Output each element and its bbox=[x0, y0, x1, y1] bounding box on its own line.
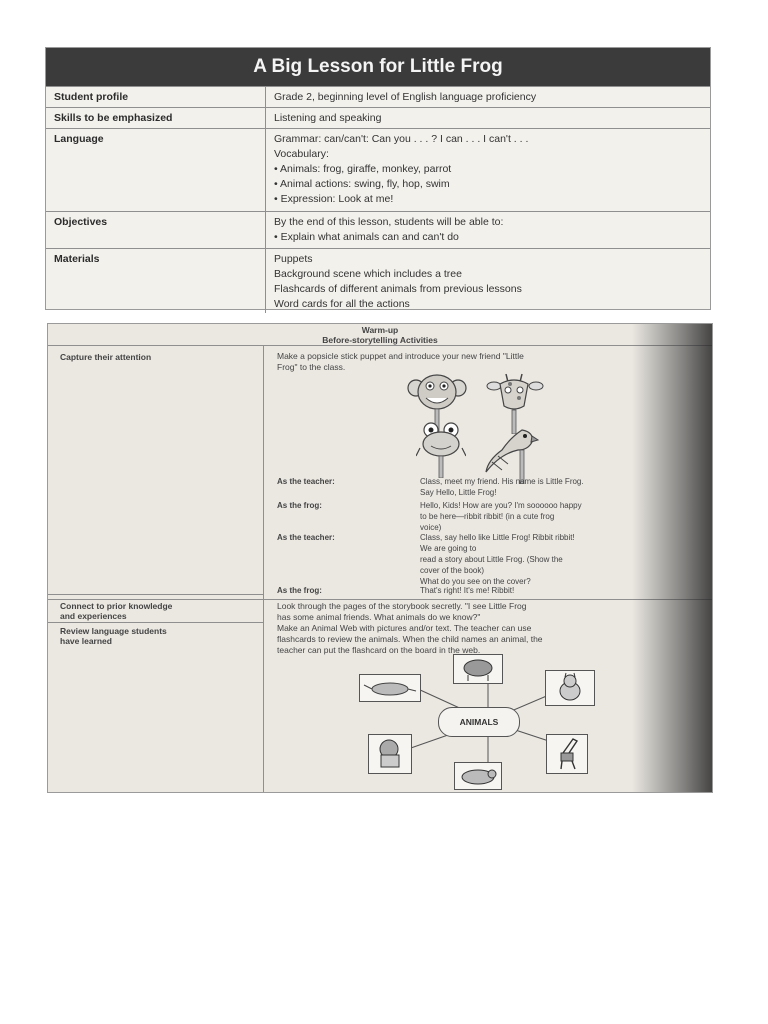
row-divider bbox=[48, 599, 712, 600]
dialogue-line: Hello, Kids! How are you? I'm soooooo happy bbox=[420, 501, 582, 510]
row-value bbox=[266, 249, 710, 313]
value-line: Puppets bbox=[274, 253, 313, 265]
row-value bbox=[266, 129, 710, 211]
dialogue-line: Say Hello, Little Frog! bbox=[420, 488, 497, 497]
text-line: flashcards to review the animals. When the child names an animal, the bbox=[277, 634, 543, 644]
row-label: Objectives bbox=[46, 212, 266, 248]
warm-up-table bbox=[47, 323, 713, 793]
dialogue-line: cover of the book) bbox=[420, 566, 485, 575]
column-divider bbox=[263, 346, 264, 792]
capture-label: Capture their attention bbox=[60, 352, 152, 362]
teacher-line bbox=[420, 532, 575, 587]
row-language bbox=[46, 128, 710, 211]
row-value bbox=[266, 108, 710, 128]
speaker-teacher: As the teacher: bbox=[277, 533, 335, 542]
row-label: Materials bbox=[46, 249, 266, 313]
animal-card-icon bbox=[454, 762, 502, 790]
review-label bbox=[60, 626, 255, 646]
row-label: Language bbox=[46, 129, 266, 211]
animal-card-icon bbox=[546, 734, 588, 774]
row-student-profile bbox=[46, 86, 710, 107]
dialogue-line: Class, say hello like Little Frog! Ribbit ribbit! bbox=[420, 533, 575, 542]
label-line: have learned bbox=[60, 636, 112, 646]
value-line: Grade 2, beginning level of English language proficiency bbox=[274, 91, 537, 103]
header-line: Before-storytelling Activities bbox=[322, 335, 438, 345]
value-line: Vocabulary: bbox=[274, 148, 329, 160]
value-line: Flashcards of different animals from previous lessons bbox=[274, 283, 522, 295]
page-shadow bbox=[632, 324, 712, 792]
text-line: has some animal friends. What animals do we know?" bbox=[277, 612, 481, 622]
row-value bbox=[266, 87, 710, 107]
speaker-teacher: As the teacher: bbox=[277, 477, 335, 486]
text-line: teacher can put the flashcard on the board in the web. bbox=[277, 645, 481, 655]
animals-center-bubble: ANIMALS bbox=[438, 707, 520, 737]
animal-card-icon bbox=[359, 674, 421, 702]
header-line: Warm-up bbox=[361, 325, 399, 335]
row-objectives bbox=[46, 211, 710, 248]
frog-line bbox=[420, 500, 582, 533]
speaker-frog: As the frog: bbox=[277, 501, 322, 510]
label-line: Review language students bbox=[60, 626, 167, 636]
animal-card-icon bbox=[368, 734, 412, 774]
value-line: • Animals: frog, giraffe, monkey, parrot bbox=[274, 163, 452, 175]
dialogue-line: We are going to bbox=[420, 544, 477, 553]
value-line: Background scene which includes a tree bbox=[274, 268, 462, 280]
frog-puppet-icon bbox=[416, 420, 466, 478]
text-line: Make an Animal Web with pictures and/or text. The teacher can use bbox=[277, 623, 532, 633]
table-header bbox=[48, 324, 712, 346]
value-line: Listening and speaking bbox=[274, 112, 382, 124]
review-text bbox=[277, 623, 543, 656]
parrot-puppet-icon bbox=[478, 424, 540, 484]
teacher-line bbox=[420, 476, 584, 498]
row-label: Skills to be emphasized bbox=[46, 108, 266, 128]
frog-line bbox=[420, 585, 514, 596]
connect-label bbox=[60, 601, 255, 621]
value-line: • Expression: Look at me! bbox=[274, 193, 394, 205]
dialogue-line: read a story about Little Frog. (Show the bbox=[420, 555, 563, 564]
row-divider bbox=[48, 594, 263, 595]
value-line: By the end of this lesson, students will be able to: bbox=[274, 216, 504, 228]
lesson-plan-table bbox=[45, 47, 711, 310]
animal-card-icon bbox=[453, 654, 503, 684]
connect-text bbox=[277, 601, 527, 623]
dialogue-line: That's right! It's me! Ribbit! bbox=[420, 586, 515, 595]
dialogue-line: Class, meet my friend. His name is Little Frog. bbox=[420, 477, 584, 486]
value-line: Grammar: can/can't: Can you . . . ? I can . . . I can't . . . bbox=[274, 133, 529, 145]
label-line: and experiences bbox=[60, 611, 127, 621]
value-line: Word cards for all the actions bbox=[274, 298, 410, 310]
value-line: • Explain what animals can and can't do bbox=[274, 231, 459, 243]
row-label: Student profile bbox=[46, 87, 266, 107]
row-value bbox=[266, 212, 710, 248]
dialogue-line: What do you see on the cover? bbox=[420, 577, 531, 586]
text-line: Look through the pages of the storybook secretly. "I see Little Frog bbox=[277, 601, 527, 611]
text-line: Frog" to the class. bbox=[277, 362, 346, 372]
label-line: Connect to prior knowledge bbox=[60, 601, 173, 611]
animal-card-icon bbox=[545, 670, 595, 706]
value-line: • Animal actions: swing, fly, hop, swim bbox=[274, 178, 450, 190]
speaker-frog: As the frog: bbox=[277, 586, 322, 595]
text-line: Make a popsicle stick puppet and introduce your new friend "Little bbox=[277, 351, 524, 361]
lesson-title: A Big Lesson for Little Frog bbox=[46, 48, 710, 86]
row-divider bbox=[48, 622, 263, 623]
dialogue-line: to be here—ribbit ribbit! (in a cute frog bbox=[420, 512, 555, 521]
row-skills bbox=[46, 107, 710, 128]
row-materials bbox=[46, 248, 710, 313]
dialogue-line: voice) bbox=[420, 523, 442, 532]
